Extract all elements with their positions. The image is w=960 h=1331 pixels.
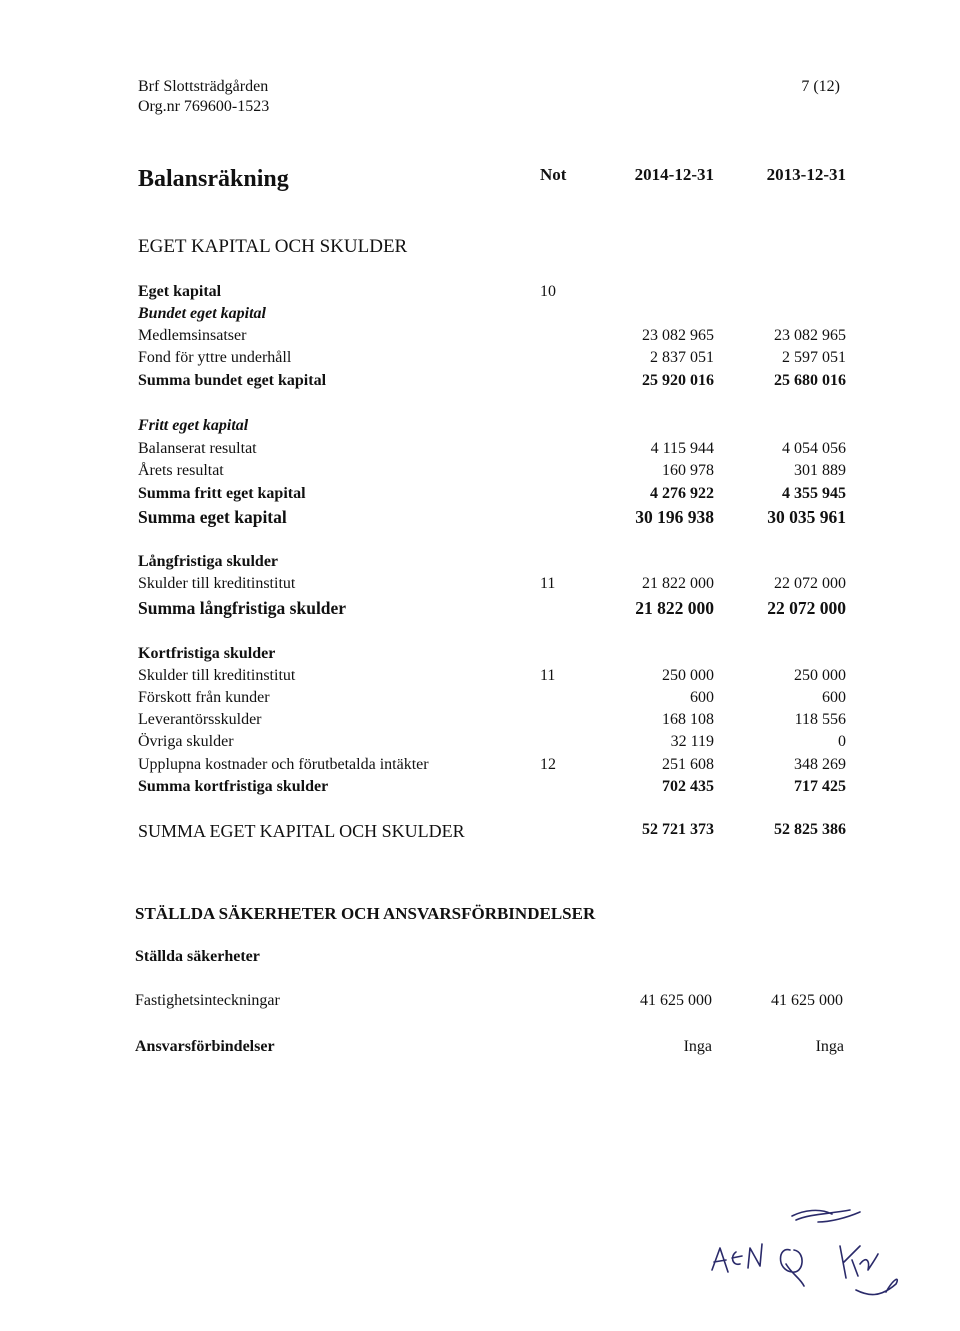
row-label: Fritt eget kapital [138, 417, 249, 434]
row-value-2014: 250 000 [662, 667, 714, 684]
row-value-2013: 717 425 [794, 778, 846, 795]
row-value-2014: 4 276 922 [650, 485, 714, 502]
row-label: Kortfristiga skulder [138, 645, 276, 662]
row-value-2014: 21 822 000 [642, 575, 714, 592]
row-value-2014: 52 721 373 [642, 821, 714, 838]
row-value-2014: 702 435 [662, 778, 714, 795]
pledges-subtitle: Ställda säkerheter [135, 948, 260, 965]
row-upplupna-kostnader [0, 756, 960, 778]
row-label: Fond för yttre underhåll [138, 349, 292, 366]
row-skulder-kreditinstitut-kort [0, 667, 960, 689]
org-number: Org.nr 769600-1523 [138, 98, 270, 115]
row-label: Balanserat resultat [138, 440, 257, 457]
row-note: 11 [540, 575, 556, 592]
row-value-2014: 21 822 000 [635, 598, 714, 618]
row-summa-kortfristiga-skulder [0, 778, 960, 800]
row-fond-yttre-underhall [0, 349, 960, 371]
row-value-2013: 301 889 [794, 462, 846, 479]
row-value-2014: 2 837 051 [650, 349, 714, 366]
row-label: Upplupna kostnader och förutbetalda intäkter [138, 756, 429, 773]
row-fritt-eget-kapital [0, 417, 960, 439]
row-label: Summa långfristiga skulder [138, 598, 347, 618]
row-value-2013: 30 035 961 [767, 507, 846, 527]
row-ansvarsforbindelser [0, 1038, 960, 1060]
row-label: Långfristiga skulder [138, 553, 279, 570]
row-value-2014: 41 625 000 [640, 992, 712, 1009]
row-ovriga-skulder [0, 733, 960, 755]
row-eget-kapital [0, 283, 960, 305]
row-note: 10 [540, 283, 556, 300]
row-summa-fritt-eget-kapital [0, 485, 960, 507]
row-value-2014: 23 082 965 [642, 327, 714, 344]
row-value-2013: 22 072 000 [774, 575, 846, 592]
row-summa-eget-kapital-och-skulder [0, 821, 960, 843]
row-value-2013: 25 680 016 [774, 372, 846, 389]
row-value-2014: 600 [690, 689, 714, 706]
row-note: 12 [540, 756, 556, 773]
row-label: Skulder till kreditinstitut [138, 575, 296, 592]
row-skulder-kreditinstitut-lang [0, 575, 960, 597]
row-label: Ansvarsförbindelser [135, 1038, 275, 1055]
row-value-2013: 4 355 945 [782, 485, 846, 502]
column-header-not: Not [540, 165, 567, 184]
row-label: SUMMA EGET KAPITAL OCH SKULDER [138, 821, 465, 841]
row-value-2014: 32 119 [670, 733, 714, 750]
row-label: Övriga skulder [138, 733, 234, 750]
row-label: Summa fritt eget kapital [138, 485, 306, 502]
row-label: Bundet eget kapital [138, 305, 266, 322]
page-number: 7 (12) [801, 78, 840, 95]
row-label: Summa bundet eget kapital [138, 372, 327, 389]
row-medlemsinsatser [0, 327, 960, 349]
row-bundet-eget-kapital [0, 305, 960, 327]
row-label: Summa eget kapital [138, 507, 287, 527]
row-value-2013: Inga [815, 1038, 844, 1055]
row-value-2013: 22 072 000 [767, 598, 846, 618]
row-label: Årets resultat [138, 462, 224, 479]
org-name: Brf Slottsträdgården [138, 78, 269, 95]
row-value-2013: 52 825 386 [774, 821, 846, 838]
row-label: Leverantörsskulder [138, 711, 262, 728]
row-note: 11 [540, 667, 556, 684]
signature-scribbles [700, 1200, 910, 1310]
row-value-2013: 41 625 000 [771, 992, 843, 1009]
row-summa-langfristiga-skulder [0, 598, 960, 620]
row-value-2013: 600 [822, 689, 846, 706]
row-value-2014: 160 978 [662, 462, 714, 479]
row-value-2014: Inga [683, 1038, 712, 1055]
row-value-2014: 251 608 [662, 756, 714, 773]
row-summa-bundet-eget-kapital [0, 372, 960, 394]
row-label: Fastighetsinteckningar [135, 992, 280, 1009]
row-forskott-fran-kunder [0, 689, 960, 711]
row-kortfristiga-skulder [0, 645, 960, 667]
page-title: Balansräkning [138, 166, 289, 192]
signatures [700, 1200, 910, 1310]
column-header-2013: 2013-12-31 [766, 165, 846, 184]
section-title: EGET KAPITAL OCH SKULDER [138, 236, 408, 257]
row-value-2013: 348 269 [794, 756, 846, 773]
row-value-2013: 118 556 [794, 711, 846, 728]
row-arets-resultat [0, 462, 960, 484]
row-langfristiga-skulder [0, 553, 960, 575]
row-value-2014: 30 196 938 [635, 507, 714, 527]
row-label: Medlemsinsatser [138, 327, 247, 344]
row-value-2013: 23 082 965 [774, 327, 846, 344]
row-summa-eget-kapital [0, 507, 960, 529]
pledges-title: STÄLLDA SÄKERHETER OCH ANSVARSFÖRBINDELSER [135, 904, 596, 923]
row-value-2014: 25 920 016 [642, 372, 714, 389]
row-label: Förskott från kunder [138, 689, 270, 706]
row-balanserat-resultat [0, 440, 960, 462]
row-fastighetsinteckningar [0, 992, 960, 1014]
row-value-2014: 168 108 [662, 711, 714, 728]
row-leverantorsskulder [0, 711, 960, 733]
row-label: Summa kortfristiga skulder [138, 778, 329, 795]
row-label: Skulder till kreditinstitut [138, 667, 296, 684]
column-header-2014: 2014-12-31 [634, 165, 714, 184]
row-value-2014: 4 115 944 [650, 440, 714, 457]
row-label: Eget kapital [138, 283, 222, 300]
row-value-2013: 2 597 051 [782, 349, 846, 366]
row-value-2013: 4 054 056 [782, 440, 846, 457]
row-value-2013: 0 [838, 733, 846, 750]
row-value-2013: 250 000 [794, 667, 846, 684]
